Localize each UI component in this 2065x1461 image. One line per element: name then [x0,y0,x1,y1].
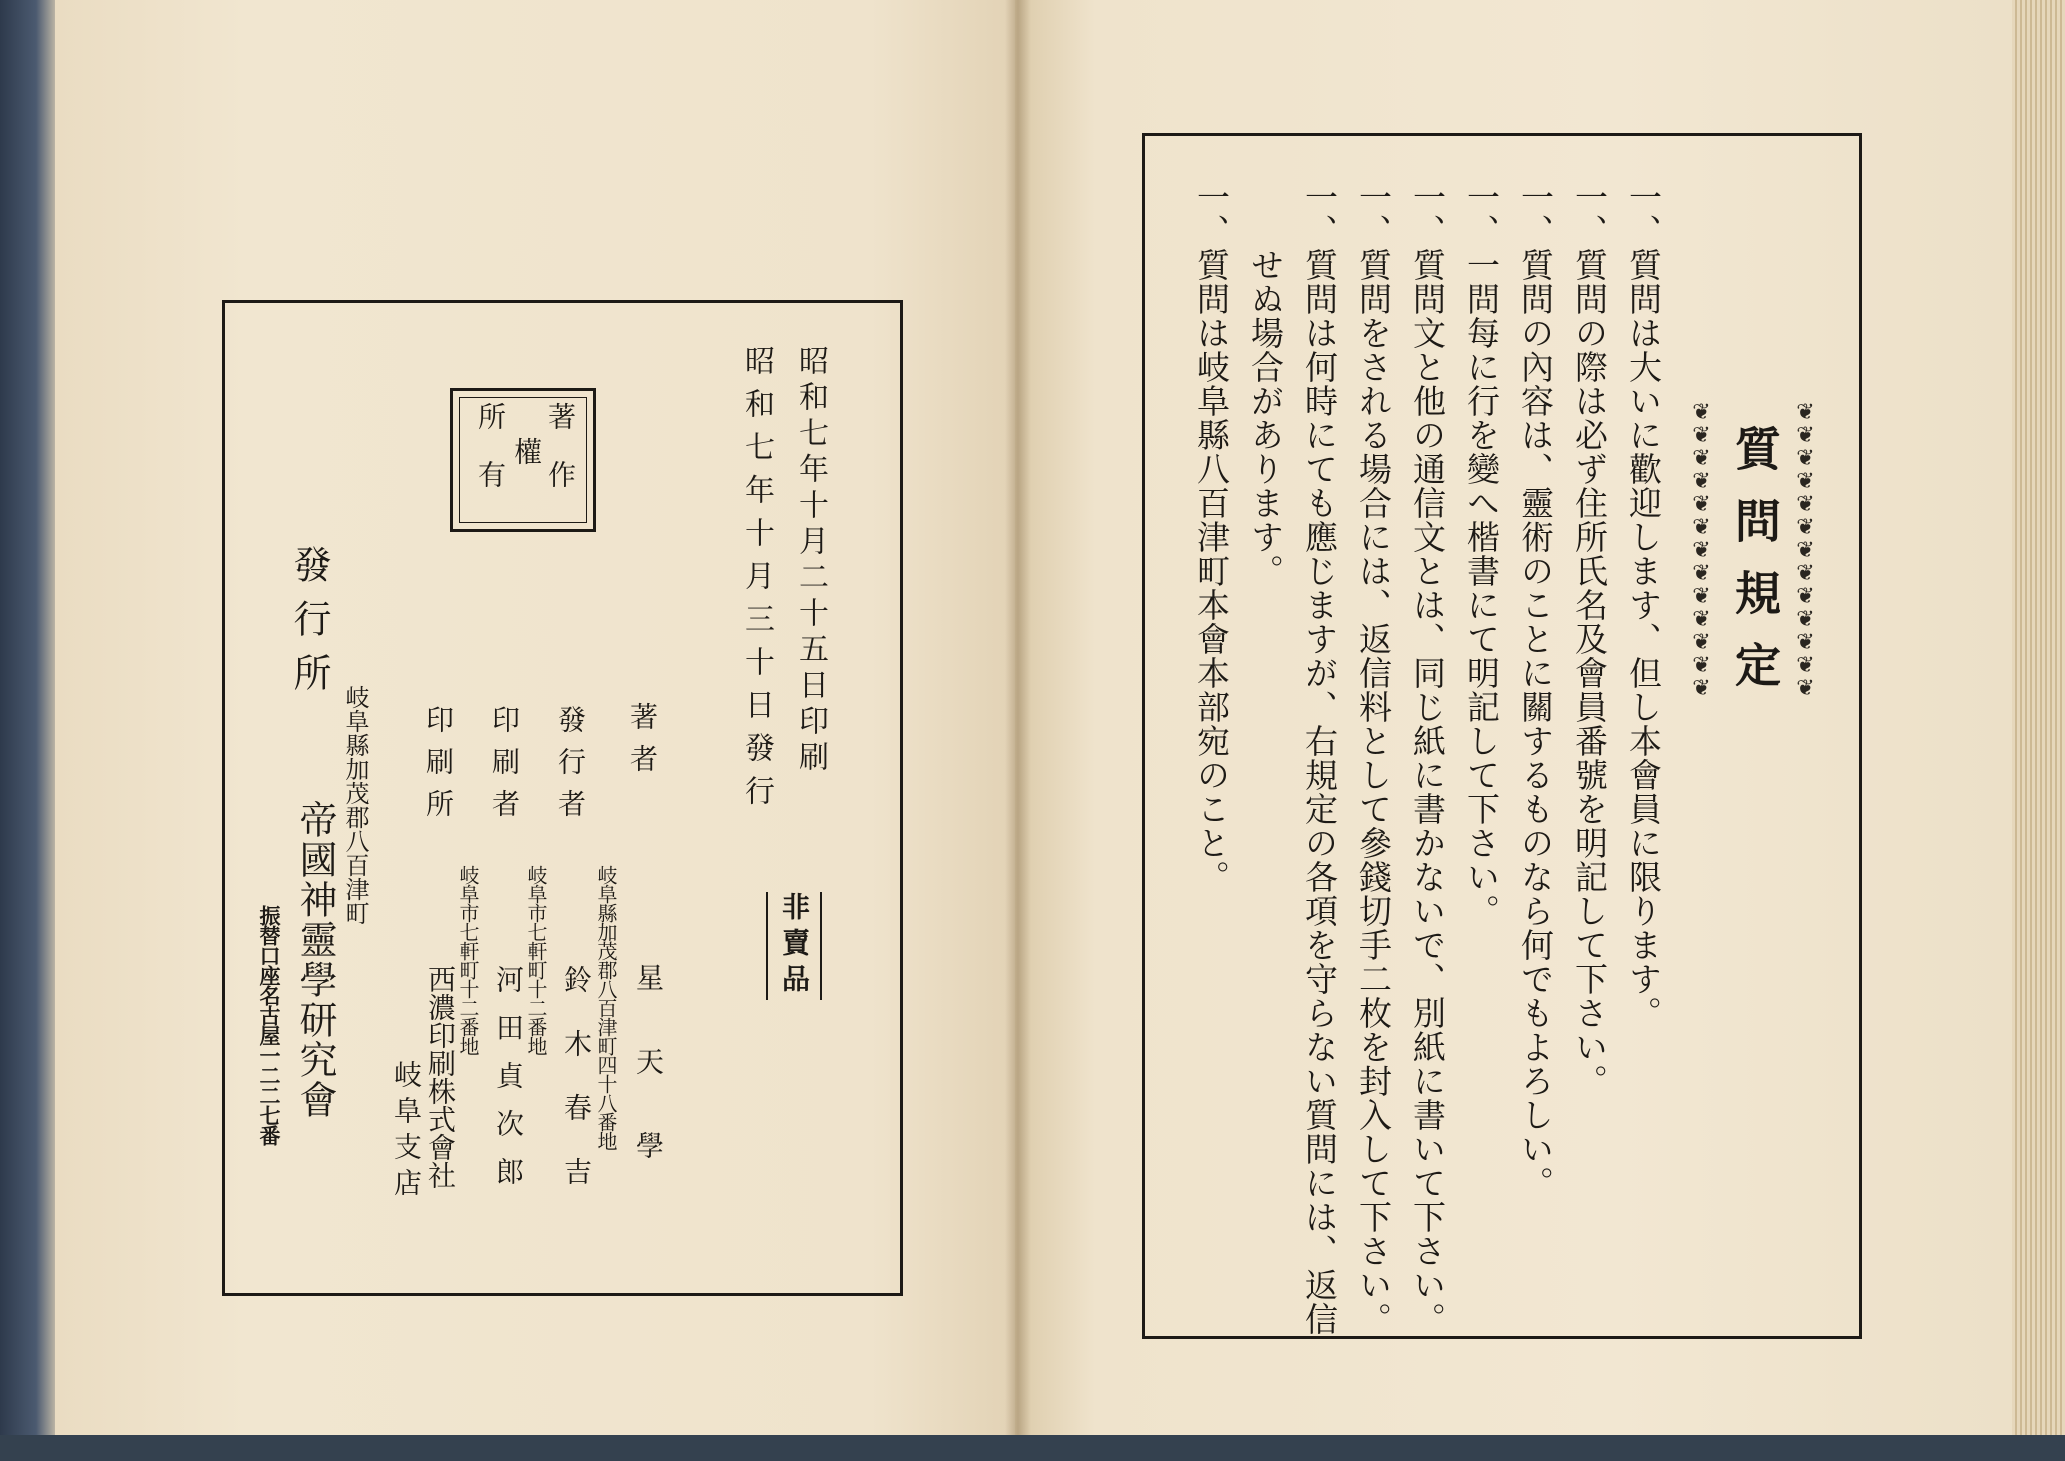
issuer-label: 發行所 [287,545,331,707]
printer-address: 岐阜市七軒町十二番地 [524,865,548,1055]
issuer-address: 岐阜縣加茂郡八百津町 [341,685,369,925]
rule-8: 一、質問は岐阜縣八百津町本會本部宛のこと。 [1192,180,1231,894]
rule-6: 一、質問をされる場合には、返信料として參錢切手二枚を封入して下さい。 [1354,180,1393,1336]
rule-3: 一、質問の內容は、靈術のことに關するものなら何でもよろしい。 [1516,180,1555,1200]
printer-label: 印刷者 [488,705,521,831]
issuer-account: 振替口座名古屋一二二七番 [257,905,282,1145]
author-name: 星天學 [632,963,665,1215]
rule-5: 一、質問文と他の通信文とは、同じ紙に書かないで、別紙に書いて下さい。 [1408,180,1447,1336]
laurel-ornament-left: ❦❦❦❦❦❦❦❦❦❦❦❦❦ [1689,400,1714,699]
rule-7-continued: せぬ場合があります。 [1246,180,1285,588]
laurel-ornament-right: ❦❦❦❦❦❦❦❦❦❦❦❦❦ [1793,400,1818,699]
book-cover-bottom [0,1435,2065,1461]
issue-date: 昭和七年十月三十日發行 [739,345,774,818]
rule-7: 一、質問は何時にても應じますが、右規定の各項を守らない質問には、返信 [1300,180,1339,1336]
publisher-address: 岐阜縣加茂郡八百津町四十八番地 [594,865,618,1150]
printshop-label: 印刷所 [422,705,455,831]
printer-name: 河田貞次郎 [492,965,525,1205]
rule-1: 一、質問は大いに歡迎します、但し本會員に限ります。 [1624,180,1663,1030]
rule-2: 一、質問の際は必ず住所氏名及會員番號を明記して下さい。 [1570,180,1609,1098]
copyright-col-3: 所有 [474,402,507,518]
book-cover-edge [0,0,60,1461]
copyright-col-1: 著作 [544,402,577,518]
printshop-address: 岐阜市七軒町十二番地 [456,865,480,1055]
printshop-name: 西濃印刷株式會社 [424,965,457,1189]
printshop-branch: 岐阜支店 [390,1060,423,1204]
not-for-sale: 非賣品 [766,892,822,1000]
author-label: 著者 [626,702,659,786]
book-gutter [1005,0,1031,1440]
rule-4: 一、一問每に行を變へ楷書にて明記して下さい。 [1462,180,1501,928]
page-stack-edge [2012,0,2065,1440]
publisher-label: 發行者 [554,705,587,831]
issuer-name: 帝國神靈學研究會 [293,800,337,1120]
rules-title: 質問規定 [1728,425,1782,713]
print-date: 昭和七年十月二十五日印刷 [793,345,828,777]
publisher-name: 鈴木春吉 [560,965,593,1221]
copyright-col-2: 權 [510,437,543,465]
